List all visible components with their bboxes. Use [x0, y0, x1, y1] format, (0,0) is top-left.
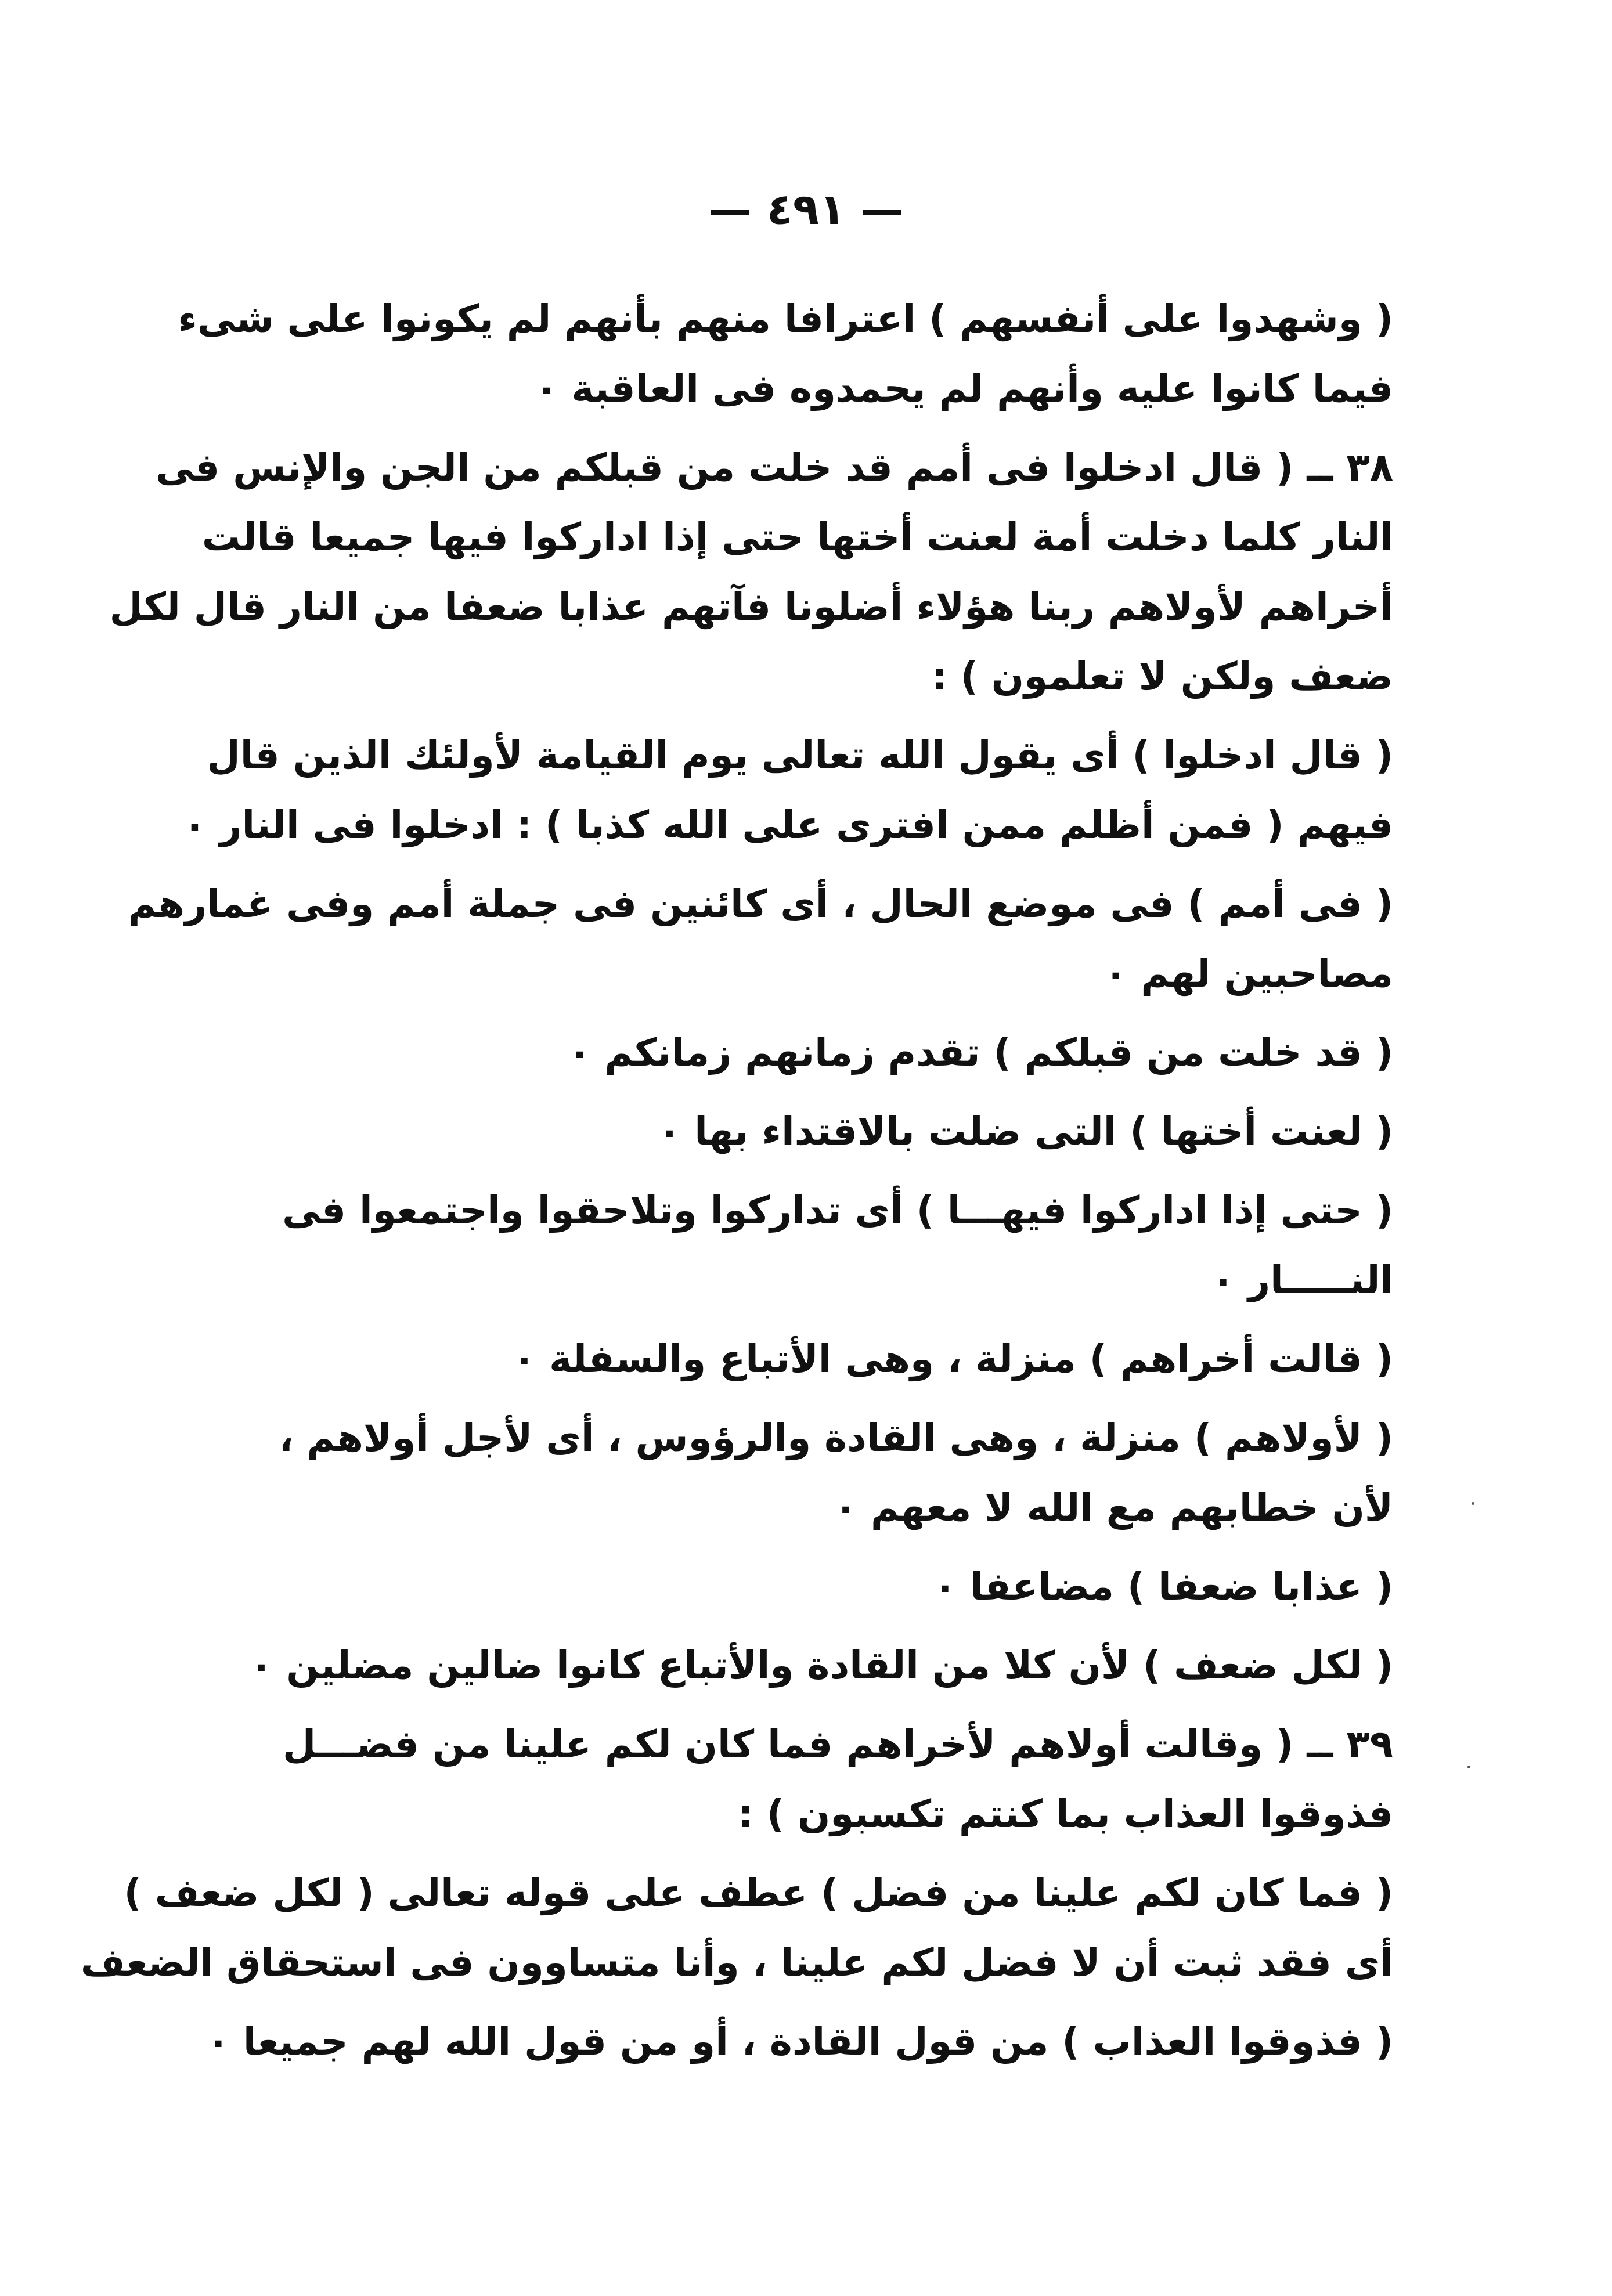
- text-line: ( لكل ضعف ) لأن كلا من القادة والأتباع كانوا ضالين مضلين ٠: [250, 1643, 1393, 1688]
- scan-speck: [1467, 1766, 1470, 1768]
- body-text: [80, 284, 1393, 2086]
- paragraph: [313, 1097, 1393, 1167]
- paragraph: [178, 284, 1393, 424]
- paragraph: [183, 721, 1393, 860]
- text-line: أى فقد ثبت أن لا فضل لكم علينا ، وأنا متساوون فى استحقاق الضعف: [80, 1940, 1393, 1985]
- text-line: النـــــار ٠: [1211, 1258, 1393, 1302]
- text-line: ( فى أمم ) فى موضع الحال ، أى كائنين فى جملة أمم وفى غمارهم: [128, 882, 1393, 926]
- paragraph: [206, 2007, 1393, 2077]
- text-line: ( فذوقوا العذاب ) من قول القادة ، أو من قول الله لهم جميعا ٠: [206, 2019, 1393, 2064]
- text-line: ٣٩ ــ ( وقالت أولاهم لأخراهم فما كان لكم علينا من فضـــل: [283, 1722, 1393, 1767]
- text-line: ( لعنت أختها ) التى ضلت بالاقتداء بها ٠: [658, 1109, 1393, 1154]
- text-line: فذوقوا العذاب بما كنتم تكسبون ) :: [738, 1792, 1393, 1836]
- paragraph: [250, 1631, 1393, 1701]
- paragraph: [313, 1324, 1393, 1394]
- text-line: ( قال ادخلوا ) أى يقول الله تعالى يوم القيامة لأولئك الذين قال: [207, 733, 1393, 778]
- text-line: ( وشهدوا على أنفسهم ) اعترافا منهم بأنهم لم يكونوا على شىء: [178, 297, 1393, 341]
- paragraph: [279, 1403, 1393, 1543]
- text-line: النار كلما دخلت أمة لعنت أختها حتى إذا اداركوا فيها جميعا قالت: [201, 515, 1393, 559]
- paragraph: [80, 1858, 1393, 1998]
- paragraph: [313, 1018, 1393, 1088]
- paragraph: [128, 869, 1393, 1009]
- text-line: أخراهم لأولاهم ربنا هؤلاء أضلونا فآتهم عذابا ضعفا من النار قال لكل: [109, 584, 1393, 629]
- text-line: مصاحبين لهم ٠: [1104, 951, 1393, 996]
- paragraph: [283, 1710, 1393, 1849]
- text-line: ( قد خلت من قبلكم ) تقدم زمانهم زمانكم ٠: [568, 1030, 1393, 1075]
- text-line: فيهم ( فمن أظلم ممن افترى على الله كذبا ) : ادخلوا فى النار ٠: [183, 803, 1393, 847]
- paragraph: [109, 433, 1393, 712]
- scan-speck: [1472, 1502, 1474, 1505]
- page-number: — ٤٩١ —: [708, 185, 904, 234]
- text-line: فيما كانوا عليه وأنهم لم يحمدوه فى العاقبة ٠: [535, 366, 1393, 411]
- paragraph: [313, 1552, 1393, 1622]
- text-line: ( عذابا ضعفا ) مضاعفا ٠: [933, 1564, 1393, 1609]
- text-line: لأن خطابهم مع الله لا معهم ٠: [834, 1485, 1393, 1530]
- text-line: ( لأولاهم ) منزلة ، وهى القادة والرؤوس ، أى لأجل أولاهم ،: [279, 1416, 1393, 1460]
- text-line: ( فما كان لكم علينا من فضل ) عطف على قوله تعالى ( لكل ضعف ): [124, 1871, 1393, 1915]
- text-line: ٣٨ ــ ( قال ادخلوا فى أمم قد خلت من قبلكم من الجن والإنس فى: [156, 445, 1393, 490]
- text-line: ( قالت أخراهم ) منزلة ، وهى الأتباع والسفلة ٠: [512, 1337, 1393, 1381]
- paragraph: [282, 1176, 1393, 1315]
- text-line: ( حتى إذا اداركوا فيهـــا ) أى تداركوا وتلاحقوا واجتمعوا فى: [282, 1188, 1393, 1233]
- text-line: ضعف ولكن لا تعلمون ) :: [932, 654, 1393, 699]
